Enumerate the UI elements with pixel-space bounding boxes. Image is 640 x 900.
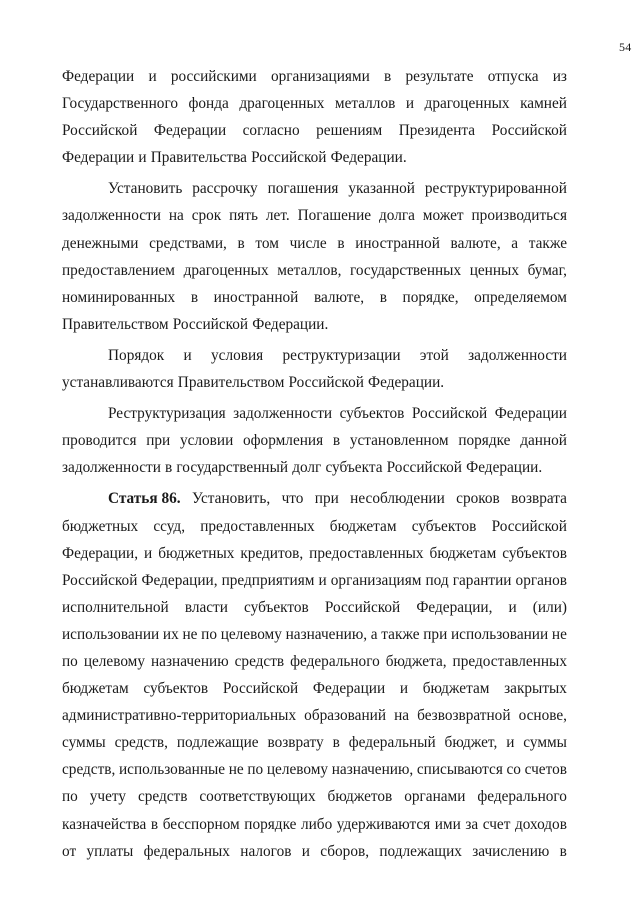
- text-line: Федерации, и бюджетных кредитов, предоставленных бюджетам субъектов: [62, 544, 567, 562]
- text-line: задолженности на срок пять лет. Погашение долга может производиться: [62, 207, 567, 225]
- text-line: административно-территориальных образований на безвозвратной основе,: [62, 707, 567, 725]
- text-line: Российской Федерации, предприятиям и организациям под гарантии органов: [62, 571, 567, 589]
- text-line: казначейства в бесспорном порядке либо удерживаются ими за счет доходов: [62, 815, 567, 833]
- text-line: Статья 86. Установить, что при несоблюдении сроков возврата: [62, 485, 567, 512]
- text-line: исполнительной власти субъектов Российской Федерации, и (или): [62, 598, 567, 616]
- text-line: суммы средств, подлежащие возврату в федеральный бюджет, и суммы: [62, 734, 567, 752]
- text-line: денежными средствами, в том числе в иностранной валюте, а также: [62, 234, 567, 252]
- paragraph: [62, 485, 567, 864]
- text-line: предоставлением драгоценных металлов, государственных ценных бумаг,: [62, 261, 567, 279]
- document-page: [62, 0, 632, 900]
- paragraph: [62, 63, 567, 171]
- text-line: Порядок и условия реструктуризации этой задолженности: [108, 346, 567, 364]
- paragraph: [62, 400, 567, 481]
- text-line: устанавливаются Правительством Российской Федерации.: [62, 374, 445, 392]
- text-line: бюджетных ссуд, предоставленных бюджетам субъектов Российской: [62, 517, 567, 535]
- text-line: использовании их не по целевому назначению, а также при использовании не: [62, 625, 567, 643]
- text-line: Российской Федерации согласно решениям Президента Российской: [62, 122, 567, 140]
- text-line: от уплаты федеральных налогов и сборов, подлежащих зачислению в: [62, 842, 567, 860]
- text-line: проводится при условии оформления в установленном порядке данной: [62, 432, 567, 450]
- text-line: Федерации и российскими организациями в результате отпуска из: [62, 68, 567, 85]
- text-line: по целевому назначению средств федерального бюджета, предоставленных: [62, 652, 567, 670]
- paragraph: [62, 342, 567, 396]
- document-body: [62, 63, 567, 865]
- text-line: бюджетам субъектов Российской Федерации и бюджетам закрытых: [62, 680, 567, 698]
- text-line: номинированных в иностранной валюте, в порядке, определяемом: [62, 288, 567, 306]
- article-heading: Статья 86.: [108, 490, 181, 508]
- text-line: Федерации и Правительства Российской Федерации.: [62, 149, 407, 167]
- text-line: по учету средств соответствующих бюджетов органами федерального: [62, 788, 567, 806]
- text-line: задолженности в государственный долг субъекта Российской Федерации.: [62, 459, 543, 477]
- text-line: Правительством Российской Федерации.: [62, 315, 329, 333]
- page-number: 54: [619, 40, 632, 54]
- text-line: Реструктуризация задолженности субъектов Российской Федерации: [108, 405, 567, 423]
- text-line: средств, использованные не по целевому назначению, списываются со счетов: [62, 761, 567, 779]
- text-line: Установить рассрочку погашения указанной реструктурированной: [108, 180, 567, 198]
- paragraph: [62, 175, 567, 338]
- text-line: Государственного фонда драгоценных металлов и драгоценных камней: [62, 95, 567, 113]
